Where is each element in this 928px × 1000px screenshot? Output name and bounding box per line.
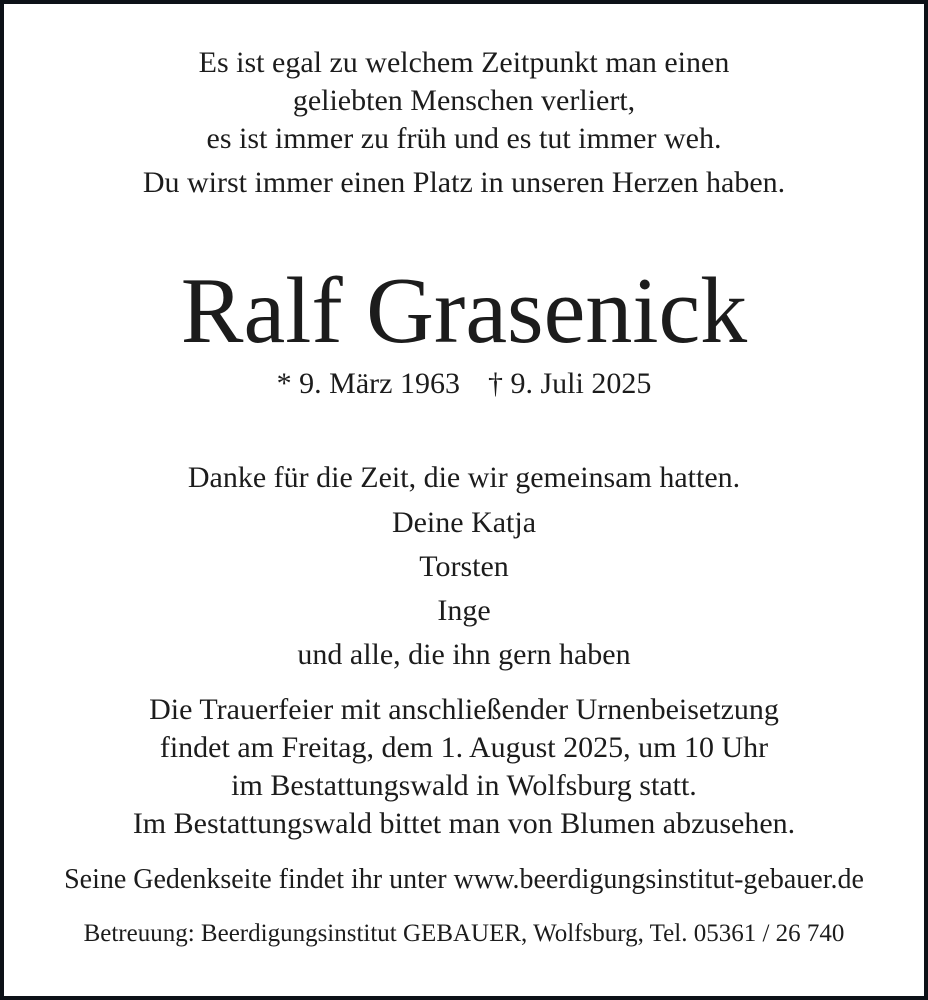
mourners-list: [4, 501, 924, 677]
funeral-details-line: Die Trauerfeier mit anschließender Urnenbeisetzung: [149, 693, 779, 726]
funeral-details: [4, 691, 924, 843]
mourner-name: Inge: [437, 594, 491, 627]
deceased-name: Ralf Grasenick: [180, 259, 748, 363]
life-dates: [4, 365, 924, 403]
mourner-name: und alle, die ihn gern haben: [297, 638, 631, 671]
mourner-name: Torsten: [419, 550, 509, 583]
memorial-page-line: Seine Gedenkseite findet ihr unter www.beerdigungsinstitut-gebauer.de: [64, 864, 864, 895]
funeral-details-line: findet am Freitag, dem 1. August 2025, um 10 Uhr: [159, 731, 769, 764]
intro-dedication: Du wirst immer einen Platz in unseren Herzen haben.: [142, 166, 786, 199]
intro-verse: [4, 44, 924, 158]
mourner-name: Deine Katja: [391, 506, 537, 539]
intro-verse-line: Es ist egal zu welchem Zeitpunkt man einen: [198, 46, 730, 79]
funeral-home-line: Betreuung: Beerdigungsinstitut GEBAUER, Wolfsburg, Tel. 05361 / 26 740: [83, 920, 845, 947]
birth-date: * 9. März 1963: [276, 367, 460, 400]
obituary-content: [4, 4, 924, 949]
funeral-details-line: Im Bestattungswald bittet man von Blumen abzusehen.: [132, 807, 796, 840]
intro-verse-line: es ist immer zu früh und es tut immer weh.: [206, 122, 722, 155]
funeral-details-line: im Bestattungswald in Wolfsburg statt.: [231, 769, 697, 802]
death-date: † 9. Juli 2025: [487, 367, 652, 400]
intro-verse-line: geliebten Menschen verliert,: [292, 84, 636, 117]
thanks-line: Danke für die Zeit, die wir gemeinsam hatten.: [187, 461, 741, 494]
